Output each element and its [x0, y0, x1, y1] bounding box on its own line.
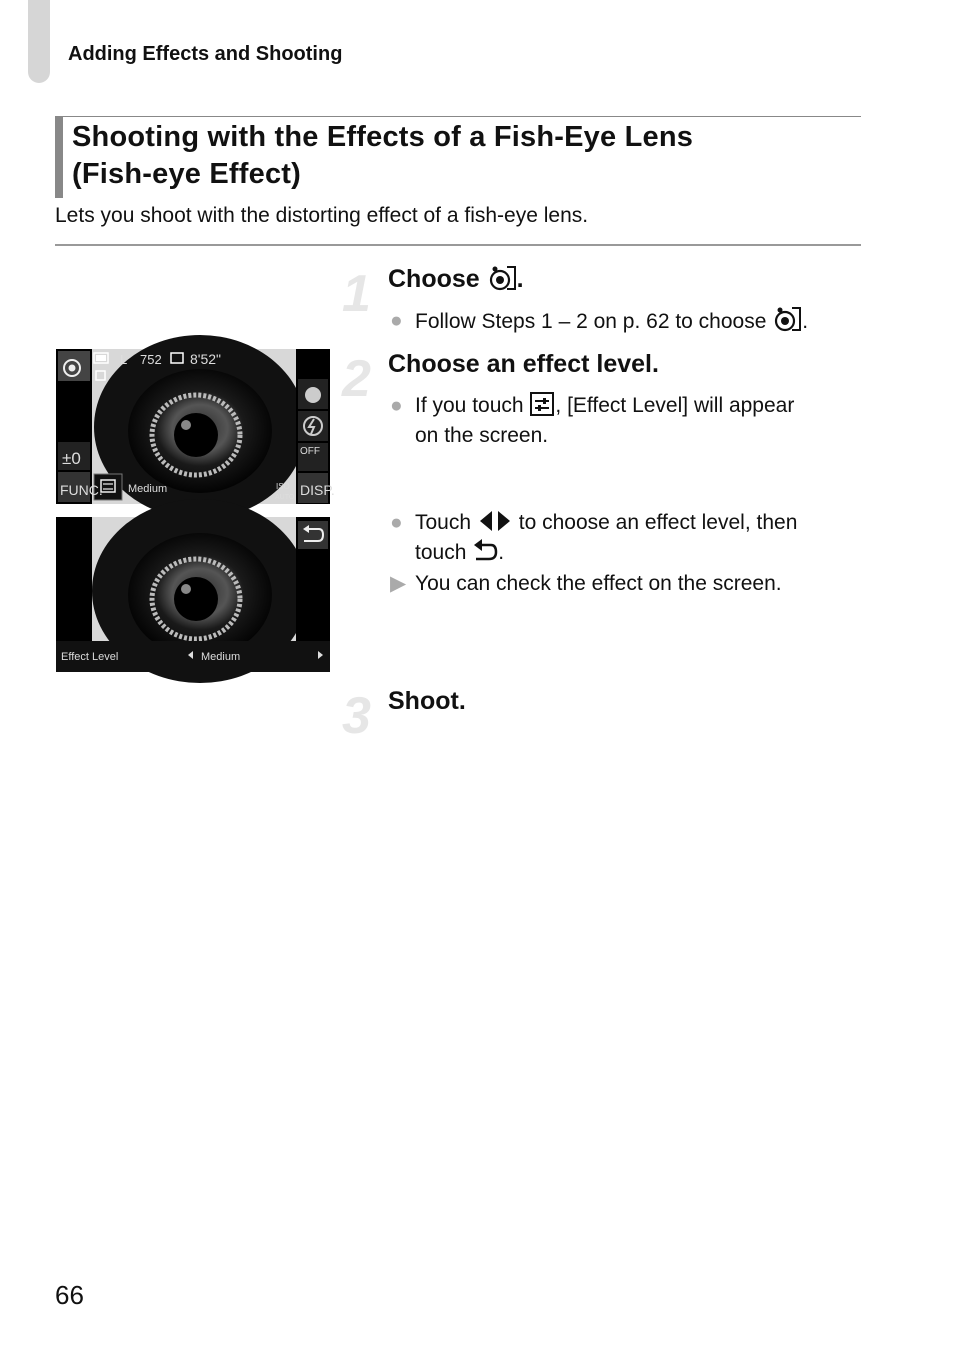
exposure-value: ±0	[62, 449, 81, 468]
page-title-line1: Shooting with the Effects of a Fish-Eye Lens	[72, 121, 694, 153]
camera-screen-1-graphic	[56, 349, 335, 504]
fisheye-mode-icon	[772, 306, 802, 332]
camera-screen-effect-level	[56, 517, 330, 672]
bullet-text	[415, 306, 808, 337]
bullet-text	[415, 508, 797, 568]
shots-remaining: 752	[140, 352, 162, 367]
flash-off-label: OFF	[300, 446, 320, 457]
step-3-title: Shoot.	[388, 687, 466, 715]
bullet-text-line2: on the screen.	[415, 424, 549, 447]
step-1-title-text: Choose	[388, 265, 480, 293]
disp-label: DISP.	[300, 482, 335, 498]
effect-level-label: Effect Level	[61, 651, 119, 663]
title-box	[55, 116, 861, 198]
step-2-title: Choose an effect level.	[388, 350, 659, 378]
intro-text: Lets you shoot with the distorting effect of a fish-eye lens.	[55, 204, 589, 227]
bullet-text-after: , [Effect Level] will appear	[555, 394, 795, 417]
bullet-text-end: .	[802, 310, 809, 333]
title-accent-bar	[55, 117, 63, 198]
bullet-marker: ▶	[390, 572, 407, 595]
divider	[55, 244, 861, 246]
bullet-text: You can check the effect on the screen.	[415, 572, 782, 595]
section-header: Adding Effects and Shooting	[68, 43, 343, 65]
effect-settings-icon	[529, 392, 555, 416]
bullet-marker: ●	[390, 511, 403, 534]
bullet-text	[415, 391, 794, 451]
page-number: 66	[55, 1280, 84, 1310]
camera-screen-shooting	[56, 349, 335, 504]
page-title-line2: (Fish-eye Effect)	[72, 158, 301, 190]
camera-screen-2-graphic	[56, 517, 330, 672]
func-label: FUNC.	[60, 482, 103, 498]
record-time: 8'52"	[190, 351, 222, 367]
chapter-tab	[28, 0, 50, 83]
bullet-text-before: If you touch	[415, 394, 524, 417]
bullet-marker: ●	[390, 309, 403, 332]
step-1-title	[388, 265, 524, 294]
effect-level-value: Medium	[201, 651, 241, 663]
left-right-arrows-icon	[477, 509, 513, 533]
effect-level-value: Medium	[128, 483, 168, 495]
iso-mode-label: AUTO	[275, 494, 295, 501]
page-title	[72, 119, 693, 193]
step-1-title-end: .	[516, 265, 524, 293]
step-2-number: 2	[342, 350, 371, 408]
bullet-text-after: to choose an effect level, then	[518, 511, 798, 534]
step-3-number: 3	[342, 687, 371, 745]
quality-label: L	[120, 352, 128, 367]
bullet-text-main: Follow Steps 1 – 2 on p. 62 to choose	[415, 310, 767, 333]
bullet-marker: ●	[390, 394, 403, 417]
iso-label: ISO	[276, 482, 290, 491]
step-1-number: 1	[342, 265, 371, 323]
bullet-text-before: Touch	[415, 511, 472, 534]
return-icon	[472, 539, 498, 563]
bullet-text-line2-end: .	[498, 541, 505, 564]
bullet-text-line2: touch	[415, 541, 467, 564]
fisheye-mode-icon	[487, 265, 517, 291]
